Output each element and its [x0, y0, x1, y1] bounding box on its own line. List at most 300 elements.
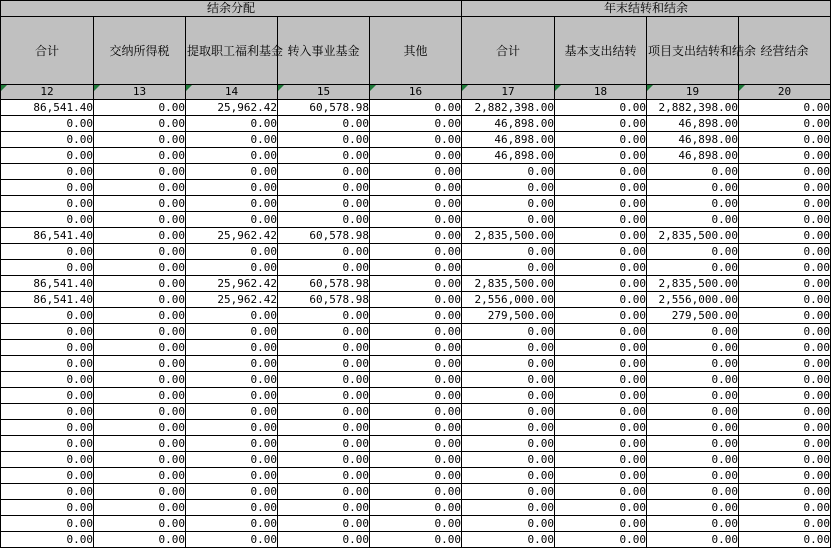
table-cell[interactable]: 0.00 [278, 452, 370, 468]
table-cell[interactable]: 0.00 [1, 180, 94, 196]
table-cell[interactable]: 0.00 [462, 484, 555, 500]
table-cell[interactable]: 0.00 [370, 132, 462, 148]
table-cell[interactable]: 279,500.00 [462, 308, 555, 324]
group-header-year-end[interactable]: 年末结转和结余 [462, 1, 831, 17]
table-cell[interactable]: 0.00 [555, 500, 647, 516]
table-row [1, 132, 831, 148]
table-cell[interactable]: 0.00 [555, 484, 647, 500]
table-cell[interactable]: 0.00 [1, 244, 94, 260]
table-row [1, 180, 831, 196]
table-cell[interactable]: 0.00 [186, 196, 278, 212]
table-cell[interactable]: 0.00 [370, 196, 462, 212]
column-header-19[interactable] [647, 17, 757, 85]
table-cell[interactable]: 0.00 [278, 244, 370, 260]
table-cell[interactable]: 0.00 [278, 148, 370, 164]
table-cell[interactable]: 0.00 [370, 148, 462, 164]
table-cell[interactable]: 0.00 [278, 500, 370, 516]
table-cell[interactable]: 0.00 [278, 372, 370, 388]
table-cell[interactable]: 0.00 [555, 276, 647, 292]
table-cell[interactable]: 2,882,398.00 [647, 100, 739, 116]
table-row [1, 452, 831, 468]
table-cell[interactable]: 0.00 [555, 452, 647, 468]
table-cell[interactable]: 0.00 [1, 436, 94, 452]
table-cell[interactable]: 0.00 [739, 452, 831, 468]
table-cell[interactable]: 0.00 [186, 436, 278, 452]
table-row [1, 372, 831, 388]
table-row [1, 420, 831, 436]
table-cell[interactable]: 0.00 [1, 340, 94, 356]
table-cell[interactable]: 0.00 [1, 356, 94, 372]
table-cell[interactable]: 2,556,000.00 [462, 292, 555, 308]
column-number-label: 12 [40, 85, 54, 98]
table-cell[interactable]: 0.00 [278, 388, 370, 404]
table-cell[interactable]: 0.00 [186, 468, 278, 484]
table-cell[interactable]: 0.00 [739, 468, 831, 484]
table-cell[interactable]: 60,578.98 [278, 228, 370, 244]
table-cell[interactable]: 0.00 [94, 292, 186, 308]
table-cell[interactable]: 0.00 [94, 500, 186, 516]
table-cell[interactable]: 0.00 [278, 132, 370, 148]
table-cell[interactable]: 0.00 [370, 452, 462, 468]
table-cell[interactable]: 0.00 [739, 420, 831, 436]
table-cell[interactable]: 0.00 [278, 404, 370, 420]
table-cell[interactable]: 0.00 [1, 532, 94, 548]
table-cell[interactable]: 0.00 [739, 324, 831, 340]
table-cell[interactable]: 0.00 [1, 212, 94, 228]
table-cell[interactable]: 0.00 [278, 164, 370, 180]
table-cell[interactable]: 0.00 [186, 500, 278, 516]
table-cell[interactable]: 0.00 [739, 516, 831, 532]
column-number-18[interactable] [555, 85, 647, 100]
table-cell[interactable]: 0.00 [278, 180, 370, 196]
table-cell[interactable]: 0.00 [370, 532, 462, 548]
table-cell[interactable]: 0.00 [278, 532, 370, 548]
table-cell[interactable]: 0.00 [647, 516, 739, 532]
table-cell[interactable]: 0.00 [739, 276, 831, 292]
table-cell[interactable]: 0.00 [739, 132, 831, 148]
table-cell[interactable]: 0.00 [186, 164, 278, 180]
table-cell[interactable]: 0.00 [739, 260, 831, 276]
table-cell[interactable]: 0.00 [555, 132, 647, 148]
column-number-19[interactable] [647, 85, 739, 100]
table-cell[interactable]: 0.00 [555, 148, 647, 164]
table-cell[interactable]: 0.00 [739, 244, 831, 260]
table-cell[interactable]: 0.00 [739, 100, 831, 116]
table-cell[interactable]: 0.00 [186, 532, 278, 548]
table-cell[interactable]: 0.00 [1, 500, 94, 516]
table-cell[interactable]: 0.00 [647, 324, 739, 340]
table-cell[interactable]: 0.00 [186, 244, 278, 260]
table-cell[interactable]: 46,898.00 [647, 132, 739, 148]
column-header-label: 基本支出结转 [564, 43, 637, 58]
table-cell[interactable]: 0.00 [94, 404, 186, 420]
table-cell[interactable]: 0.00 [94, 324, 186, 340]
table-cell[interactable]: 46,898.00 [462, 148, 555, 164]
table-cell[interactable]: 0.00 [647, 244, 739, 260]
table-cell[interactable]: 0.00 [186, 148, 278, 164]
table-cell[interactable]: 0.00 [462, 260, 555, 276]
table-cell[interactable]: 0.00 [555, 340, 647, 356]
table-cell[interactable]: 0.00 [739, 292, 831, 308]
table-cell[interactable]: 0.00 [186, 516, 278, 532]
table-cell[interactable]: 0.00 [94, 436, 186, 452]
table-cell[interactable]: 0.00 [186, 404, 278, 420]
table-cell[interactable]: 0.00 [186, 388, 278, 404]
table-cell[interactable]: 0.00 [370, 260, 462, 276]
table-cell[interactable]: 0.00 [1, 196, 94, 212]
table-cell[interactable]: 0.00 [94, 260, 186, 276]
table-cell[interactable]: 0.00 [739, 212, 831, 228]
table-cell[interactable]: 0.00 [739, 404, 831, 420]
table-cell[interactable]: 0.00 [1, 468, 94, 484]
table-cell[interactable]: 0.00 [1, 388, 94, 404]
column-header-18[interactable] [555, 17, 647, 85]
table-cell[interactable]: 0.00 [94, 276, 186, 292]
table-cell[interactable]: 0.00 [278, 356, 370, 372]
table-cell[interactable]: 0.00 [370, 468, 462, 484]
table-cell[interactable]: 46,898.00 [647, 116, 739, 132]
table-cell[interactable]: 0.00 [370, 420, 462, 436]
table-cell[interactable]: 0.00 [370, 436, 462, 452]
column-header-label: 交纳所得税 [109, 43, 170, 58]
table-cell[interactable]: 0.00 [462, 356, 555, 372]
table-cell[interactable]: 0.00 [647, 436, 739, 452]
table-cell[interactable]: 86,541.40 [1, 100, 94, 116]
table-cell[interactable]: 0.00 [462, 372, 555, 388]
table-cell[interactable]: 0.00 [462, 420, 555, 436]
table-cell[interactable]: 0.00 [278, 212, 370, 228]
table-cell[interactable]: 0.00 [94, 100, 186, 116]
table-cell[interactable]: 0.00 [94, 484, 186, 500]
table-cell[interactable]: 0.00 [370, 212, 462, 228]
column-number-17[interactable] [462, 85, 555, 100]
column-number-13[interactable] [94, 85, 186, 100]
table-cell[interactable]: 0.00 [555, 516, 647, 532]
table-cell[interactable]: 0.00 [370, 164, 462, 180]
column-header-16[interactable] [370, 17, 462, 85]
table-cell[interactable]: 2,835,500.00 [462, 276, 555, 292]
table-cell[interactable]: 0.00 [278, 436, 370, 452]
table-cell[interactable]: 0.00 [739, 532, 831, 548]
column-number-14[interactable] [186, 85, 278, 100]
table-cell[interactable]: 0.00 [94, 388, 186, 404]
table-cell[interactable]: 0.00 [1, 260, 94, 276]
table-cell[interactable]: 25,962.42 [186, 276, 278, 292]
table-cell[interactable]: 2,835,500.00 [647, 228, 739, 244]
table-cell[interactable]: 0.00 [278, 484, 370, 500]
table-cell[interactable]: 0.00 [370, 180, 462, 196]
table-cell[interactable]: 0.00 [555, 244, 647, 260]
table-cell[interactable]: 0.00 [462, 196, 555, 212]
table-cell[interactable]: 0.00 [278, 308, 370, 324]
table-cell[interactable]: 0.00 [94, 468, 186, 484]
table-cell[interactable]: 25,962.42 [186, 100, 278, 116]
table-cell[interactable]: 0.00 [647, 356, 739, 372]
table-cell[interactable]: 0.00 [94, 228, 186, 244]
table-cell[interactable]: 0.00 [370, 228, 462, 244]
table-cell[interactable]: 0.00 [370, 244, 462, 260]
table-row [1, 404, 831, 420]
table-cell[interactable]: 0.00 [739, 308, 831, 324]
table-cell[interactable]: 0.00 [94, 244, 186, 260]
table-cell[interactable]: 0.00 [555, 260, 647, 276]
cell-comment-marker-icon [278, 85, 284, 91]
column-header-13[interactable] [94, 17, 186, 85]
table-cell[interactable]: 0.00 [370, 356, 462, 372]
table-row [1, 260, 831, 276]
table-row [1, 484, 831, 500]
table-cell[interactable]: 0.00 [370, 404, 462, 420]
table-cell[interactable]: 0.00 [370, 484, 462, 500]
table-cell[interactable]: 0.00 [739, 388, 831, 404]
column-number-16[interactable] [370, 85, 462, 100]
column-header-15[interactable] [278, 17, 370, 85]
column-number-row [1, 85, 831, 100]
table-cell[interactable]: 0.00 [739, 372, 831, 388]
table-cell[interactable]: 0.00 [647, 484, 739, 500]
table-cell[interactable]: 0.00 [186, 132, 278, 148]
table-cell[interactable]: 0.00 [462, 324, 555, 340]
table-cell[interactable]: 0.00 [1, 324, 94, 340]
table-cell[interactable]: 0.00 [647, 532, 739, 548]
table-cell[interactable]: 0.00 [647, 196, 739, 212]
table-cell[interactable]: 0.00 [186, 484, 278, 500]
table-cell[interactable]: 0.00 [186, 340, 278, 356]
table-cell[interactable]: 0.00 [278, 260, 370, 276]
table-cell[interactable]: 0.00 [462, 532, 555, 548]
table-cell[interactable]: 0.00 [370, 372, 462, 388]
column-header-label: 合计 [34, 43, 59, 58]
table-cell[interactable]: 0.00 [186, 308, 278, 324]
table-cell[interactable]: 86,541.40 [1, 276, 94, 292]
table-cell[interactable]: 0.00 [462, 212, 555, 228]
table-cell[interactable]: 0.00 [186, 324, 278, 340]
table-cell[interactable]: 0.00 [370, 116, 462, 132]
table-cell[interactable]: 25,962.42 [186, 292, 278, 308]
table-cell[interactable]: 0.00 [647, 404, 739, 420]
table-cell[interactable]: 0.00 [462, 180, 555, 196]
table-cell[interactable]: 0.00 [94, 132, 186, 148]
table-row [1, 500, 831, 516]
table-cell[interactable]: 0.00 [555, 228, 647, 244]
table-cell[interactable]: 46,898.00 [647, 148, 739, 164]
table-cell[interactable]: 0.00 [739, 116, 831, 132]
table-cell[interactable]: 0.00 [94, 516, 186, 532]
table-cell[interactable]: 0.00 [94, 340, 186, 356]
table-cell[interactable]: 0.00 [739, 148, 831, 164]
table-cell[interactable]: 60,578.98 [278, 292, 370, 308]
table-cell[interactable]: 0.00 [555, 436, 647, 452]
table-cell[interactable]: 0.00 [555, 196, 647, 212]
table-cell[interactable]: 0.00 [94, 420, 186, 436]
table-cell[interactable]: 0.00 [94, 180, 186, 196]
table-cell[interactable]: 0.00 [555, 308, 647, 324]
table-cell[interactable]: 0.00 [186, 116, 278, 132]
table-cell[interactable]: 86,541.40 [1, 228, 94, 244]
table-cell[interactable]: 0.00 [94, 116, 186, 132]
table-cell[interactable]: 0.00 [462, 164, 555, 180]
table-cell[interactable]: 0.00 [370, 340, 462, 356]
table-cell[interactable]: 0.00 [647, 420, 739, 436]
table-cell[interactable]: 0.00 [555, 372, 647, 388]
table-cell[interactable]: 2,882,398.00 [462, 100, 555, 116]
table-cell[interactable]: 0.00 [278, 340, 370, 356]
table-cell[interactable]: 0.00 [462, 516, 555, 532]
table-cell[interactable]: 0.00 [555, 164, 647, 180]
table-cell[interactable]: 0.00 [462, 388, 555, 404]
table-cell[interactable]: 0.00 [1, 420, 94, 436]
table-row [1, 228, 831, 244]
column-number-15[interactable] [278, 85, 370, 100]
cell-comment-marker-icon [462, 85, 468, 91]
table-cell[interactable]: 0.00 [555, 404, 647, 420]
table-cell[interactable]: 2,835,500.00 [462, 228, 555, 244]
table-row [1, 388, 831, 404]
table-cell[interactable]: 0.00 [370, 516, 462, 532]
table-cell[interactable]: 0.00 [1, 404, 94, 420]
table-cell[interactable]: 0.00 [462, 500, 555, 516]
table-cell[interactable]: 0.00 [555, 468, 647, 484]
column-header-17[interactable] [462, 17, 555, 85]
table-cell[interactable]: 0.00 [647, 452, 739, 468]
cell-comment-marker-icon [555, 85, 561, 91]
table-cell[interactable]: 60,578.98 [278, 276, 370, 292]
table-cell[interactable]: 0.00 [278, 324, 370, 340]
table-cell[interactable]: 0.00 [1, 148, 94, 164]
table-cell[interactable]: 0.00 [186, 180, 278, 196]
column-number-12[interactable] [1, 85, 94, 100]
table-cell[interactable]: 0.00 [1, 116, 94, 132]
table-cell[interactable]: 0.00 [186, 420, 278, 436]
table-cell[interactable]: 0.00 [555, 356, 647, 372]
table-cell[interactable]: 0.00 [1, 164, 94, 180]
table-cell[interactable]: 0.00 [94, 452, 186, 468]
column-header-row [1, 17, 831, 85]
table-cell[interactable]: 0.00 [555, 212, 647, 228]
table-cell[interactable]: 0.00 [186, 452, 278, 468]
table-cell[interactable]: 0.00 [739, 228, 831, 244]
table-cell[interactable]: 0.00 [94, 532, 186, 548]
table-cell[interactable]: 0.00 [647, 500, 739, 516]
table-cell[interactable]: 0.00 [462, 340, 555, 356]
column-header-14[interactable] [186, 17, 284, 85]
table-cell[interactable]: 0.00 [555, 292, 647, 308]
table-cell[interactable]: 0.00 [186, 212, 278, 228]
table-cell[interactable]: 0.00 [647, 164, 739, 180]
table-cell[interactable]: 0.00 [1, 484, 94, 500]
table-cell[interactable]: 0.00 [647, 340, 739, 356]
table-cell[interactable]: 0.00 [739, 164, 831, 180]
table-cell[interactable]: 0.00 [94, 212, 186, 228]
table-cell[interactable]: 0.00 [370, 276, 462, 292]
table-row [1, 340, 831, 356]
table-cell[interactable]: 0.00 [278, 516, 370, 532]
column-header-12[interactable] [1, 17, 94, 85]
table-cell[interactable]: 0.00 [739, 436, 831, 452]
table-cell[interactable]: 2,835,500.00 [647, 276, 739, 292]
column-number-20[interactable] [739, 85, 831, 100]
table-cell[interactable]: 0.00 [370, 388, 462, 404]
table-cell[interactable]: 46,898.00 [462, 116, 555, 132]
table-cell[interactable]: 0.00 [94, 356, 186, 372]
table-cell[interactable]: 279,500.00 [647, 308, 739, 324]
table-cell[interactable]: 0.00 [555, 324, 647, 340]
table-cell[interactable]: 0.00 [1, 516, 94, 532]
table-cell[interactable]: 0.00 [555, 116, 647, 132]
table-cell[interactable]: 0.00 [739, 484, 831, 500]
table-cell[interactable]: 0.00 [186, 260, 278, 276]
table-cell[interactable]: 0.00 [94, 164, 186, 180]
table-cell[interactable]: 0.00 [278, 116, 370, 132]
table-cell[interactable]: 0.00 [647, 468, 739, 484]
table-cell[interactable]: 0.00 [278, 420, 370, 436]
table-cell[interactable]: 0.00 [278, 196, 370, 212]
table-cell[interactable]: 0.00 [739, 500, 831, 516]
table-row [1, 116, 831, 132]
table-cell[interactable]: 0.00 [1, 372, 94, 388]
group-header-distribution[interactable]: 结余分配 [1, 1, 462, 17]
table-cell[interactable]: 0.00 [555, 100, 647, 116]
table-cell[interactable]: 0.00 [647, 180, 739, 196]
table-cell[interactable]: 0.00 [647, 212, 739, 228]
table-cell[interactable]: 0.00 [370, 500, 462, 516]
table-cell[interactable]: 0.00 [1, 452, 94, 468]
table-cell[interactable]: 0.00 [94, 148, 186, 164]
table-cell[interactable]: 0.00 [370, 324, 462, 340]
table-cell[interactable]: 0.00 [186, 356, 278, 372]
table-cell[interactable]: 0.00 [462, 468, 555, 484]
table-cell[interactable]: 0.00 [462, 404, 555, 420]
column-number-label: 13 [132, 85, 147, 98]
table-cell[interactable]: 0.00 [739, 340, 831, 356]
table-cell[interactable]: 0.00 [462, 452, 555, 468]
table-cell[interactable]: 0.00 [739, 180, 831, 196]
table-cell[interactable]: 25,962.42 [186, 228, 278, 244]
table-cell[interactable]: 0.00 [278, 468, 370, 484]
table-row [1, 276, 831, 292]
table-cell[interactable]: 0.00 [94, 372, 186, 388]
table-cell[interactable]: 0.00 [462, 436, 555, 452]
table-cell[interactable]: 0.00 [370, 308, 462, 324]
table-cell[interactable]: 0.00 [94, 308, 186, 324]
table-cell[interactable]: 0.00 [647, 388, 739, 404]
table-cell[interactable]: 0.00 [739, 356, 831, 372]
table-cell[interactable]: 0.00 [370, 100, 462, 116]
table-cell[interactable]: 46,898.00 [462, 132, 555, 148]
table-row [1, 356, 831, 372]
table-cell[interactable]: 0.00 [370, 292, 462, 308]
table-cell[interactable]: 0.00 [555, 388, 647, 404]
table-cell[interactable]: 0.00 [739, 196, 831, 212]
table-cell[interactable]: 0.00 [462, 244, 555, 260]
table-row [1, 244, 831, 260]
table-row [1, 516, 831, 532]
table-cell[interactable]: 0.00 [94, 196, 186, 212]
table-cell[interactable]: 0.00 [555, 180, 647, 196]
table-cell[interactable]: 2,556,000.00 [647, 292, 739, 308]
table-cell[interactable]: 0.00 [555, 532, 647, 548]
table-cell[interactable]: 0.00 [647, 372, 739, 388]
table-cell[interactable]: 0.00 [186, 372, 278, 388]
table-cell[interactable]: 0.00 [555, 420, 647, 436]
column-number-label: 20 [777, 85, 792, 98]
table-cell[interactable]: 86,541.40 [1, 292, 94, 308]
table-cell[interactable]: 60,578.98 [278, 100, 370, 116]
table-cell[interactable]: 0.00 [1, 308, 94, 324]
table-cell[interactable]: 0.00 [647, 260, 739, 276]
column-header-label: 合计 [496, 43, 521, 58]
table-cell[interactable]: 0.00 [1, 132, 94, 148]
